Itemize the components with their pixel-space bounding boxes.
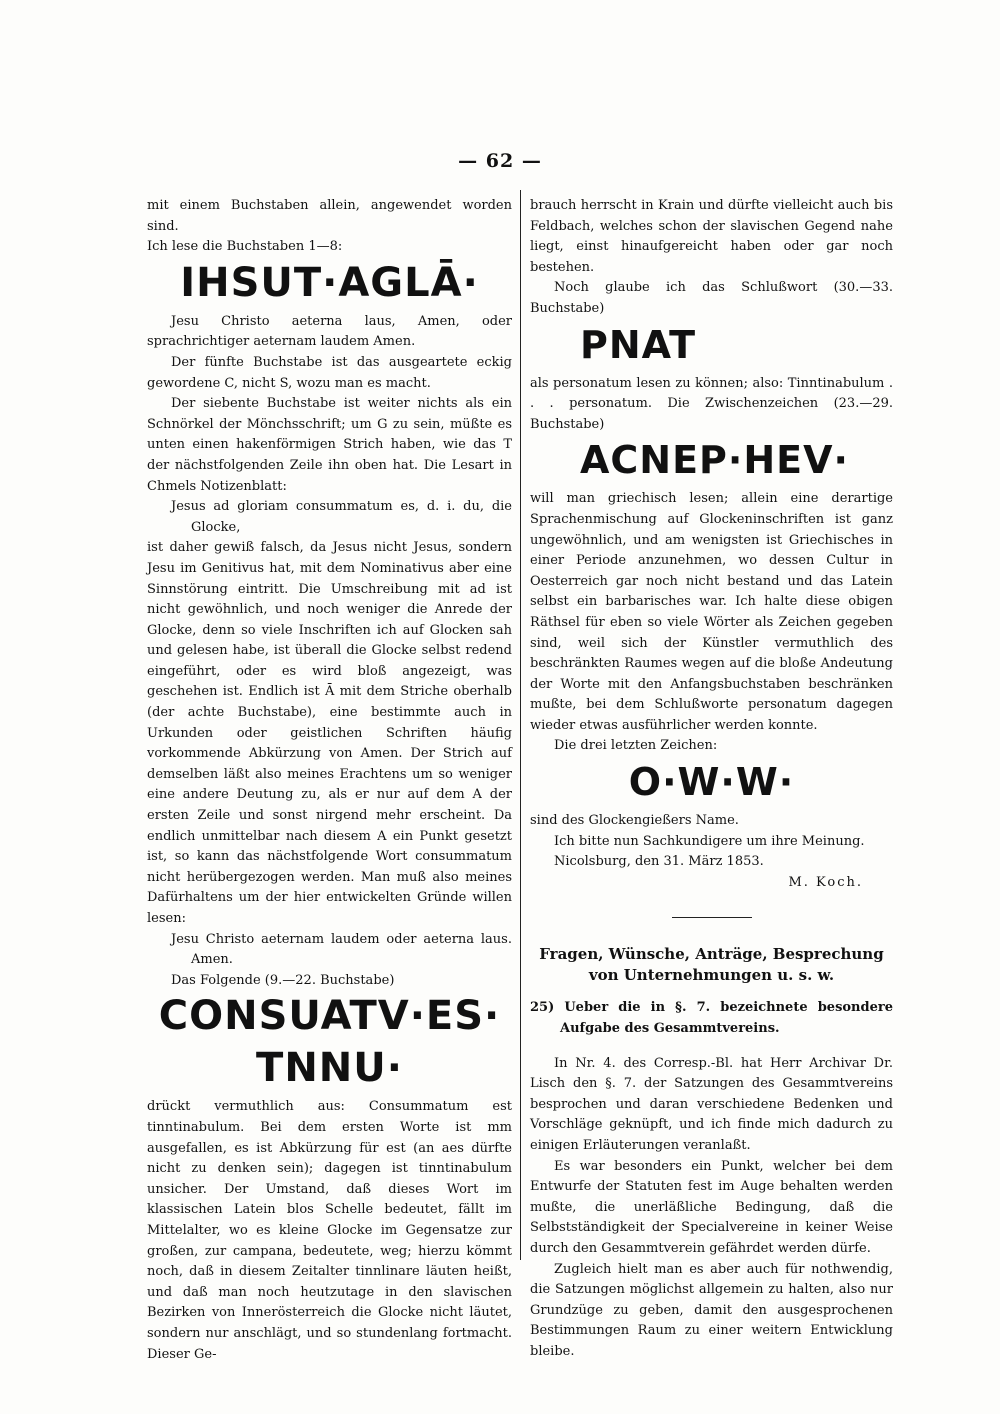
section-rule xyxy=(672,917,752,918)
paragraph: Ich lese die Buchstaben 1—8: xyxy=(147,239,343,255)
paragraph: als personatum lesen zu können; also: Tinntinabulum . . . personatum. Die Zwischenzeichen (23.—29. Buchstabe) xyxy=(530,375,893,432)
inscription-cipher: O·W·W· xyxy=(628,760,795,805)
signature: M. Koch. xyxy=(788,874,863,890)
dateline: Nicolsburg, den 31. März 1853. xyxy=(554,854,764,870)
paragraph: Die drei letzten Zeichen: xyxy=(554,738,718,754)
column-divider xyxy=(520,190,521,1260)
paragraph: Jesu Christo aeterna laus, Amen, oder sprachrichtiger aeternam laudem Amen. xyxy=(147,313,512,350)
paragraph: Es war besonders ein Punkt, welcher bei dem Entwurfe der Statuten fest im Auge behalten werden mußte, die unerläßliche Bedingung, daß die Selbstständigkeit der Specialvereine in keiner Weise durch den Gesammtverein gefährdet werden dürfe. xyxy=(530,1158,893,1256)
paragraph: Zugleich hielt man es aber auch für nothwendig, die Satzungen möglichst allgemein zu halten, also nur Grundzüge zu geben, damit den ausgesprochenen Bestimmungen Raum zu einer weitern Entwicklung bleibe. xyxy=(530,1261,893,1359)
paragraph: drückt vermuthlich aus: Consummatum est tinntinabulum. Bei dem ersten Worte ist mm ausgefallen, es ist Abkürzung für est (an aes dürfte nicht zu denken sein); dagegen ist tinntinabulum unsicher. Der Umstand, daß dieses Wort im klassischen Latein blos Schelle bedeutet, fällt im Mittelalter, wo es kleine Glocke im Gegensatze zur großen, zur campana, bedeutete, weg; hierzu kömmt noch, daß in diesem Zeitalter tinnlinare läuten heißt, und daß man noch heutzutage in den slavischen Bezirken von Innerösterreich die Glocke nicht läutet, sondern nur anschlägt, und so stundenlang fortmacht. Dieser Ge- xyxy=(147,1099,512,1362)
paragraph: Das Folgende (9.—22. Buchstabe) xyxy=(171,972,395,988)
article-title: 25) Ueber die in §. 7. bezeichnete besondere Aufgabe des Gesammtvereins. xyxy=(530,1000,893,1037)
paragraph: ist daher gewiß falsch, da Jesus nicht Jesus, sondern Jesu im Genitivus hat, mit dem Nominativus aber eine Sinnstörung eintritt. Die Umschreibung mit ad ist nicht gewöhnlich, und noch weniger die Anrede der Glocke, denn so viele Inschriften ich auf Glocken sah und gelesen habe, ist überall die Glocke selbst redend eingeführt, oder es wird bloß angezeigt, was geschehen ist. Endlich ist Ā mit dem Striche oberhalb (der achte Buchstabe), eine bestimmte auch in Urkunden oder geistlichen Schriften häufig vorkommende Abkürzung von Amen. Der Strich auf demselben läßt also meines Erachtens um so weniger eine andere Deutung zu, als er nur auf dem A der ersten Zeile und sonst nirgend mehr erscheint. Da endlich unmittelbar nach diesem A ein Punkt gesetzt ist, so kann das nächstfolgende Wort consummatum nicht herübergezogen werden. Man muß also meines Dafürhaltens um der hier entwickelten Gründe willen lesen: xyxy=(147,540,512,926)
paragraph: will man griechisch lesen; allein eine derartige Sprachenmischung auf Glockeninschriften ist ganz ungewöhnlich, und am wenigsten ist Griechisches in einer Periode anzunehmen, wo dessen Cultur in Oesterreich gar noch nicht bestand und das Latein selbst ein barbarisches war. Ich halte diese obigen Räthsel für eben so viele Wörter als Zeichen gegeben sind, weil sich der Künstler vermuthlich des beschränkten Raumes wegen auf die bloße Andeutung der Worte mit den Anfangsbuchstaben beschränken mußte, bei dem Schlußworte personatum dagegen wieder etwas ausführlicher werden konnte. xyxy=(530,491,893,733)
quote: Jesu Christo aeternam laudem oder aeterna laus. Amen. xyxy=(171,931,512,968)
quote: Jesus ad gloriam consummatum es, d. i. du, die Glocke, xyxy=(171,499,512,535)
paragraph: mit einem Buchstaben allein, angewendet worden sind. xyxy=(147,198,512,234)
page-number: — 62 — xyxy=(458,150,542,172)
inscription-cipher: TNNU· xyxy=(256,1045,403,1092)
paragraph: sind des Glockengießers Name. xyxy=(530,813,739,829)
left-column xyxy=(147,196,512,1365)
section-heading: Fragen, Wünsche, Anträge, Besprechung von Unternehmungen u. s. w. xyxy=(539,945,884,985)
paragraph: Noch glaube ich das Schlußwort (30.—33. Buchstabe) xyxy=(530,280,893,316)
paragraph: Ich bitte nun Sachkundigere um ihre Meinung. xyxy=(554,833,865,849)
right-column xyxy=(530,196,893,1363)
paragraph: Der fünfte Buchstabe ist das ausgeartete eckig gewordene C, nicht S, wozu man es macht. xyxy=(147,354,512,391)
inscription-cipher: CONSUATV·ES· xyxy=(158,993,501,1040)
paragraph: brauch herrscht in Krain und dürfte vielleicht auch bis Feldbach, welches schon der slavischen Gegend nahe liegt, einst hinaufgereicht haben oder gar noch bestehen. xyxy=(530,198,893,275)
inscription-cipher: PNAT xyxy=(580,322,697,367)
paragraph: In Nr. 4. des Corresp.-Bl. hat Herr Archivar Dr. Lisch den §. 7. der Satzungen des Gesammtvereins besprochen und daran verschiedene Bedenken und Vorschläge geknüpft, und ich finde mich dadurch zu einigen Erläuterungen veranlaßt. xyxy=(530,1055,893,1153)
paragraph: Der siebente Buchstabe ist weiter nichts als ein Schnörkel der Mönchsschrift; um G zu sein, müßte es unten einen hakenförmigen Strich haben, wie das T der nächstfolgenden Zeile ihn oben hat. Die Lesart in Chmels Notizenblatt: xyxy=(147,396,512,494)
inscription-cipher: IHSUT·AGLĀ· xyxy=(180,259,479,306)
inscription-cipher: ACNEP·HEV· xyxy=(580,438,849,483)
